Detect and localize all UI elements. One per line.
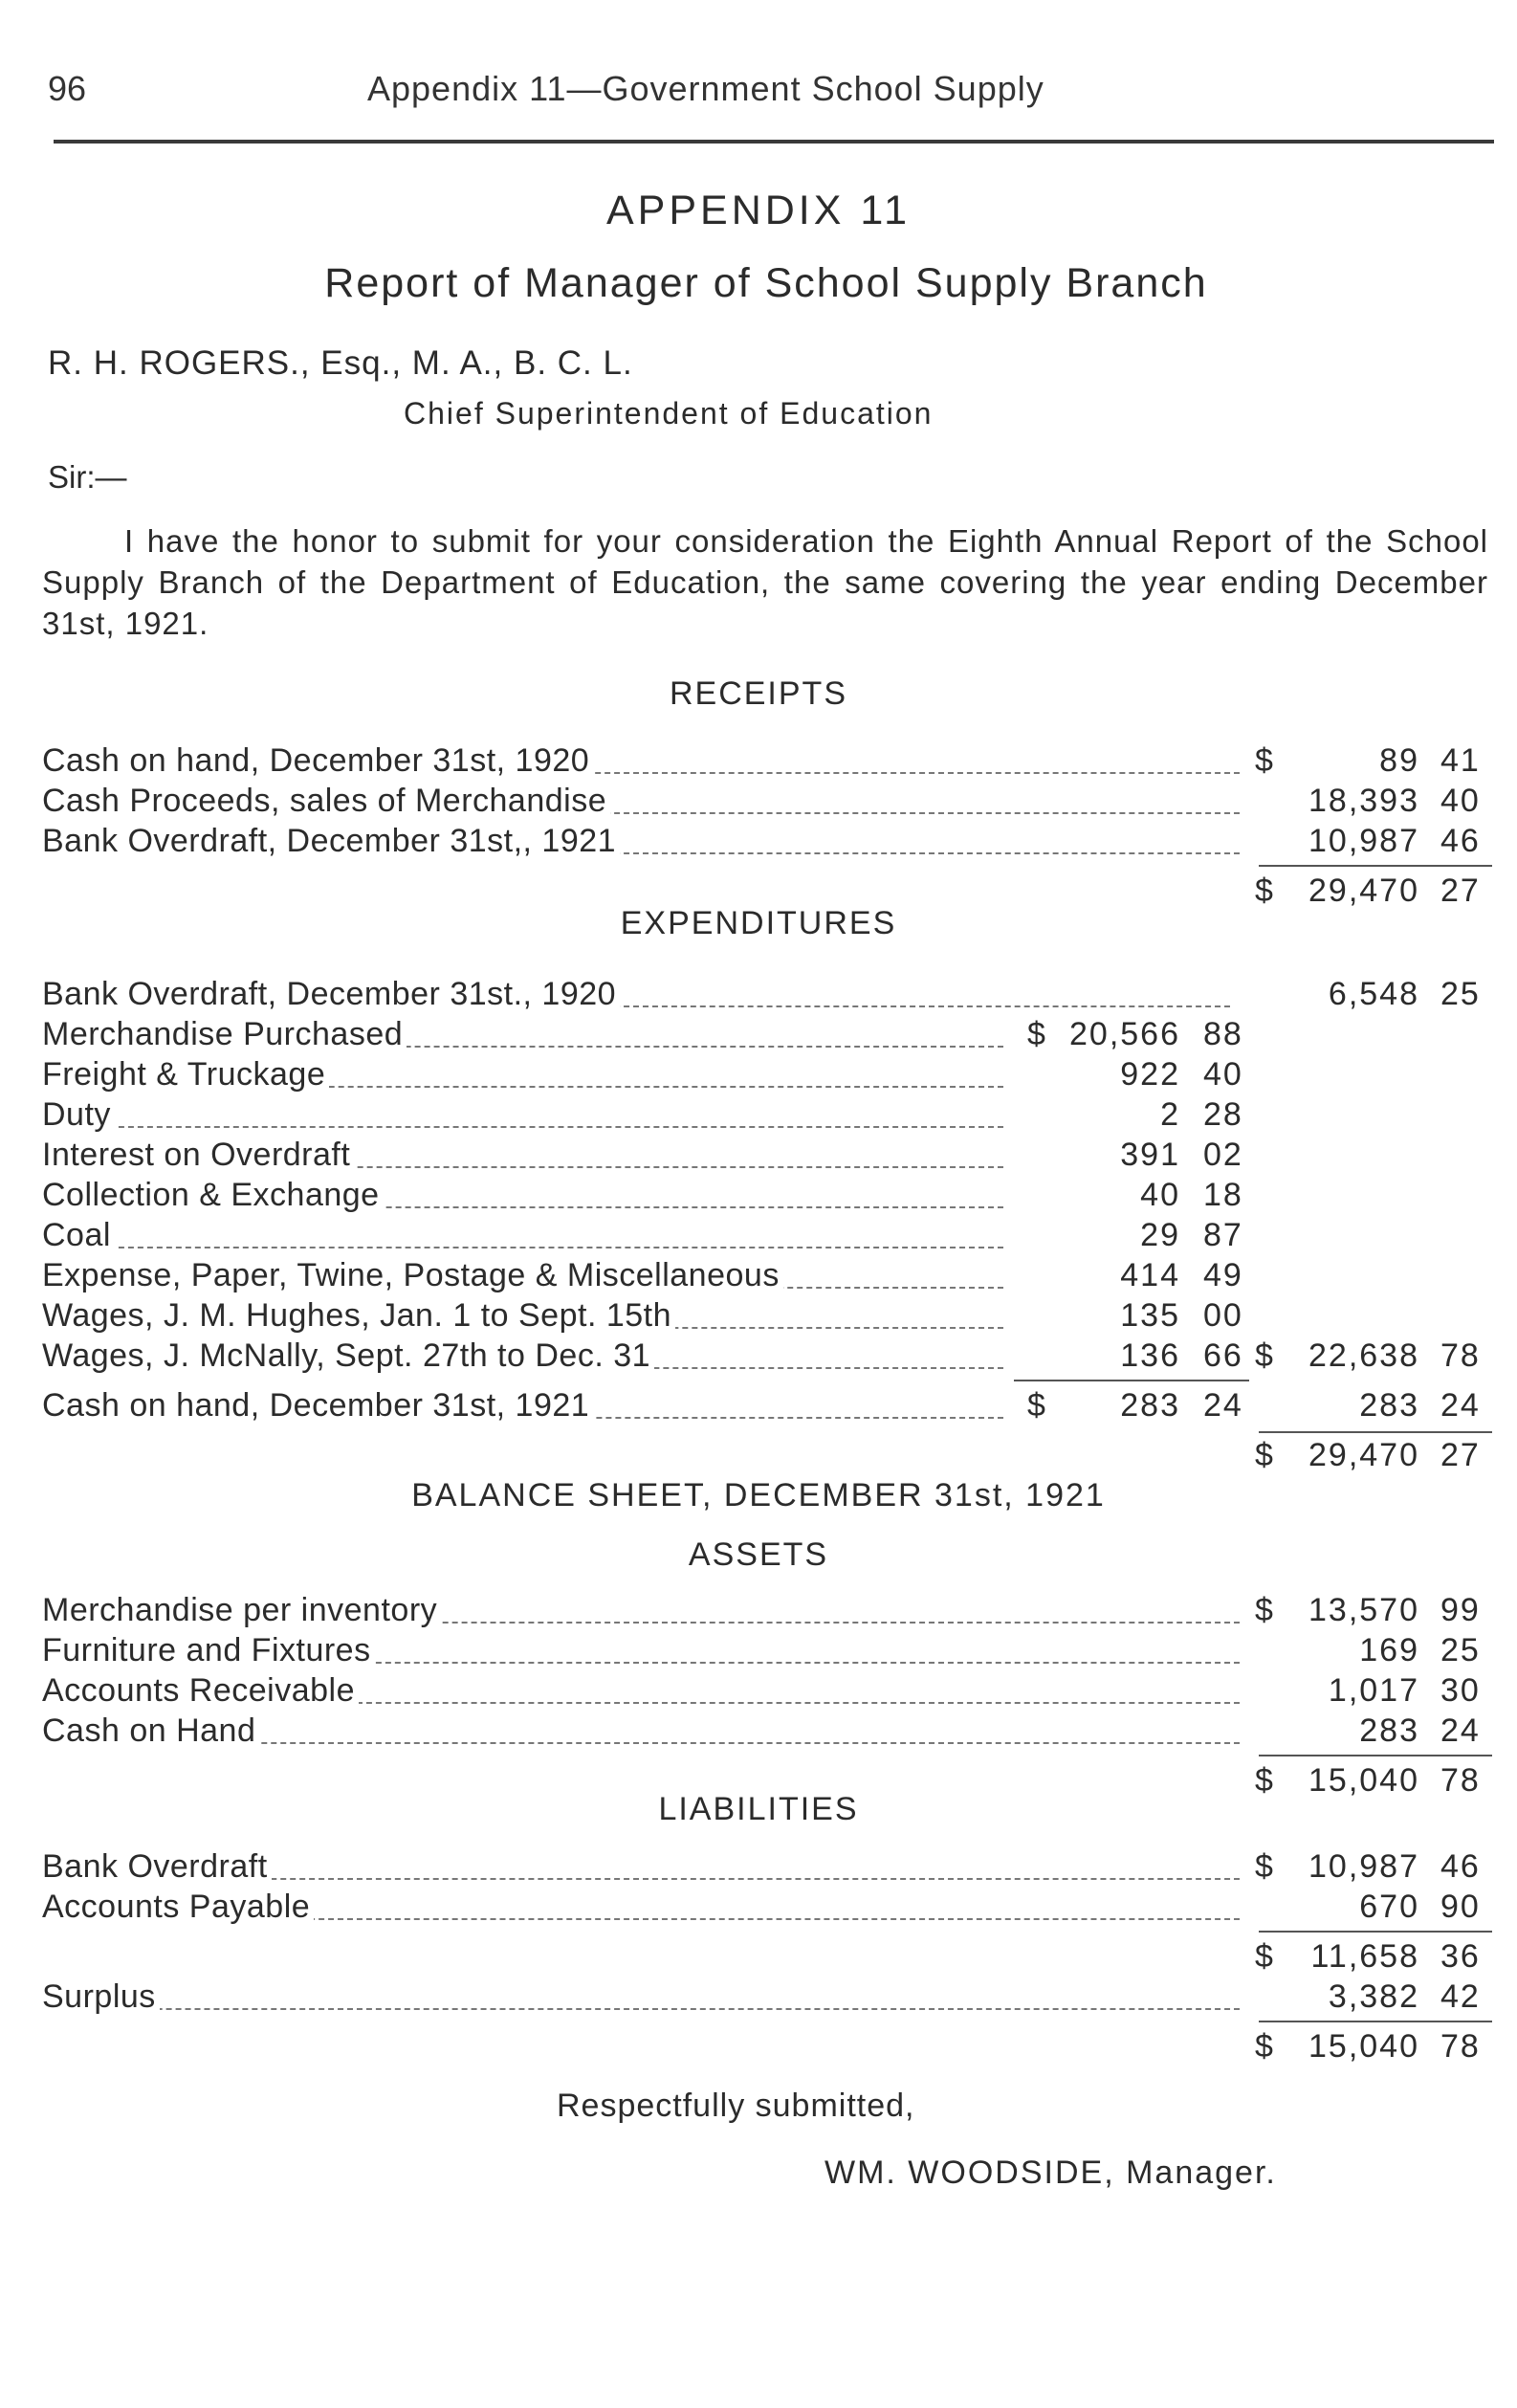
total-rule — [1259, 1755, 1492, 1756]
amount-dollars: 15,040 — [1308, 2028, 1419, 2065]
row-label: Interest on Overdraft — [42, 1137, 354, 1174]
currency-symbol: $ — [1255, 1437, 1273, 1473]
amount-cents: 02 — [1203, 1137, 1243, 1173]
amount-dollars: 40 — [1140, 1177, 1180, 1213]
liabilities-subtotal — [42, 1938, 1492, 1980]
amount-dollars: 135 — [1120, 1297, 1180, 1334]
expenditure-row — [42, 1137, 1492, 1179]
receipts-heading: RECEIPTS — [669, 675, 848, 712]
amount-cents: 78 — [1440, 1762, 1481, 1799]
asset-row — [42, 1712, 1492, 1755]
amount-dollars: 1,017 — [1328, 1672, 1419, 1709]
amount-dollars: 22,638 — [1308, 1337, 1419, 1374]
surplus-row — [42, 1978, 1492, 2021]
addressee-name: R. H. ROGERS., Esq., M. A., B. C. L. — [48, 344, 633, 382]
expenditure-row — [42, 1016, 1492, 1058]
row-label: Cash on hand, December 31st, 1920 — [42, 742, 593, 780]
amount-dollars: 6,548 — [1328, 976, 1419, 1012]
dotted-leader — [52, 1126, 1003, 1128]
liability-row — [42, 1889, 1492, 1931]
expenditure-row — [42, 1257, 1492, 1299]
total-rule — [1259, 865, 1492, 867]
amount-cents: 87 — [1203, 1217, 1243, 1253]
amount-dollars: 2 — [1160, 1096, 1180, 1133]
dotted-leader — [52, 1247, 1003, 1248]
closing-text: Respectfully submitted, — [557, 2088, 915, 2124]
currency-symbol: $ — [1255, 742, 1273, 779]
currency-symbol: $ — [1255, 1592, 1273, 1628]
expenditure-row-cash-on-hand — [42, 1387, 1492, 1429]
amount-cents: 30 — [1440, 1672, 1481, 1709]
expenditure-row — [42, 1096, 1492, 1138]
amount-dollars: 29 — [1140, 1217, 1180, 1253]
amount-cents: 78 — [1440, 1337, 1481, 1374]
amount-cents: 90 — [1440, 1889, 1481, 1925]
total-rule — [1259, 2021, 1492, 2022]
row-label: Wages, J. McNally, Sept. 27th to Dec. 31 — [42, 1337, 654, 1375]
liabilities-heading: LIABILITIES — [658, 1791, 859, 1827]
row-label: Duty — [42, 1096, 115, 1134]
amount-dollars: 13,570 — [1308, 1592, 1419, 1628]
amount-dollars: 670 — [1359, 1889, 1419, 1925]
asset-row — [42, 1672, 1492, 1714]
amount-cents: 40 — [1440, 783, 1481, 819]
row-label: Cash on Hand — [42, 1712, 259, 1750]
row-label: Accounts Payable — [42, 1889, 314, 1926]
amount-dollars: 414 — [1120, 1257, 1180, 1293]
asset-row — [42, 1632, 1492, 1674]
amount-cents: 78 — [1440, 2028, 1481, 2065]
amount-dollars: 283 — [1359, 1387, 1419, 1424]
amount-dollars: 15,040 — [1308, 1762, 1419, 1799]
row-label: Furniture and Fixtures — [42, 1632, 375, 1669]
amount-cents: 46 — [1440, 1848, 1481, 1885]
amount-cents: 25 — [1440, 976, 1481, 1012]
amount-cents: 24 — [1203, 1387, 1243, 1424]
header-rule — [54, 140, 1494, 144]
receipt-row — [42, 783, 1492, 825]
row-label: Cash Proceeds, sales of Merchandise — [42, 783, 610, 820]
amount-cents: 41 — [1440, 742, 1481, 779]
total-rule — [1259, 1431, 1492, 1433]
row-label: Bank Overdraft — [42, 1848, 272, 1886]
amount-cents: 46 — [1440, 823, 1481, 859]
amount-dollars: 29,470 — [1308, 873, 1419, 909]
subtotal-rule — [1014, 1380, 1249, 1381]
expenditure-row — [42, 1297, 1492, 1339]
receipt-row — [42, 742, 1492, 784]
addressee-position: Chief Superintendent of Education — [404, 396, 934, 431]
amount-cents: 18 — [1203, 1177, 1243, 1213]
amount-cents: 27 — [1440, 1437, 1481, 1473]
currency-symbol: $ — [1027, 1387, 1045, 1424]
amount-dollars: 10,987 — [1308, 1848, 1419, 1885]
currency-symbol: $ — [1255, 1762, 1273, 1799]
amount-dollars: 283 — [1120, 1387, 1180, 1424]
page-title: APPENDIX 11 — [605, 188, 912, 233]
amount-dollars: 10,987 — [1308, 823, 1419, 859]
amount-cents: 24 — [1440, 1712, 1481, 1749]
amount-dollars: 169 — [1359, 1632, 1419, 1668]
amount-cents: 66 — [1203, 1337, 1243, 1374]
page-subtitle: Report of Manager of School Supply Branch — [324, 260, 1208, 306]
subtotal-rule — [1259, 1931, 1492, 1933]
amount-dollars: 11,658 — [1310, 1938, 1419, 1975]
amount-dollars: 283 — [1359, 1712, 1419, 1749]
amount-dollars: 20,566 — [1069, 1016, 1180, 1052]
row-label: Merchandise per inventory — [42, 1592, 441, 1629]
amount-cents: 49 — [1203, 1257, 1243, 1293]
amount-cents: 25 — [1440, 1632, 1481, 1668]
amount-dollars: 136 — [1120, 1337, 1180, 1374]
signature: WM. WOODSIDE, Manager. — [824, 2154, 1277, 2191]
expenditures-total — [42, 1437, 1492, 1479]
expenditure-row-bank-overdraft — [42, 976, 1492, 1018]
liability-row — [42, 1848, 1492, 1890]
amount-dollars: 3,382 — [1328, 1978, 1419, 2015]
currency-symbol: $ — [1027, 1016, 1045, 1052]
amount-cents: 42 — [1440, 1978, 1481, 2015]
running-title: Appendix 11—Government School Supply — [367, 69, 1044, 108]
amount-cents: 36 — [1440, 1938, 1481, 1975]
row-label: Cash on hand, December 31st, 1921 — [42, 1387, 593, 1425]
expenditure-row — [42, 1056, 1492, 1098]
currency-symbol: $ — [1255, 1848, 1273, 1885]
currency-symbol: $ — [1255, 873, 1273, 909]
page-number: 96 — [48, 69, 87, 108]
amount-cents: 99 — [1440, 1592, 1481, 1628]
amount-dollars: 89 — [1379, 742, 1419, 779]
row-label: Accounts Receivable — [42, 1672, 359, 1710]
row-label: Collection & Exchange — [42, 1177, 384, 1214]
amount-cents: 27 — [1440, 873, 1481, 909]
row-label: Expense, Paper, Twine, Postage & Miscellaneous — [42, 1257, 783, 1294]
amount-dollars: 922 — [1120, 1056, 1180, 1093]
expenditures-heading: EXPENDITURES — [620, 905, 897, 941]
balance-sheet-heading: BALANCE SHEET, DECEMBER 31st, 1921 — [411, 1477, 1106, 1513]
row-label: Bank Overdraft, December 31st., 1920 — [42, 976, 620, 1013]
amount-dollars: 29,470 — [1308, 1437, 1419, 1473]
amount-cents: 28 — [1203, 1096, 1243, 1133]
row-label: Bank Overdraft, December 31st,, 1921 — [42, 823, 620, 860]
receipt-row — [42, 823, 1492, 865]
amount-dollars: 391 — [1120, 1137, 1180, 1173]
amount-cents: 88 — [1203, 1016, 1243, 1052]
amount-cents: 00 — [1203, 1297, 1243, 1334]
row-label: Surplus — [42, 1978, 160, 2016]
salutation: Sir:— — [48, 459, 127, 495]
liabilities-total — [42, 2028, 1492, 2070]
amount-cents: 40 — [1203, 1056, 1243, 1093]
row-label: Coal — [42, 1217, 115, 1254]
amount-dollars: 18,393 — [1308, 783, 1419, 819]
currency-symbol: $ — [1255, 2028, 1273, 2065]
row-label: Merchandise Purchased — [42, 1016, 407, 1053]
currency-symbol: $ — [1255, 1938, 1273, 1975]
body-paragraph: I have the honor to submit for your consideration the Eighth Annual Report of the School Supply Branch of the Department of Education, the same covering the year ending December 31st, 1921. — [42, 523, 1488, 641]
asset-row — [42, 1592, 1492, 1634]
row-label: Freight & Truckage — [42, 1056, 329, 1094]
currency-symbol: $ — [1255, 1337, 1273, 1374]
expenditure-row — [42, 1217, 1492, 1259]
amount-cents: 24 — [1440, 1387, 1481, 1424]
expenditure-row — [42, 1177, 1492, 1219]
row-label: Wages, J. M. Hughes, Jan. 1 to Sept. 15th — [42, 1297, 675, 1335]
dotted-leader — [52, 2008, 1240, 2010]
assets-heading: ASSETS — [688, 1536, 829, 1573]
